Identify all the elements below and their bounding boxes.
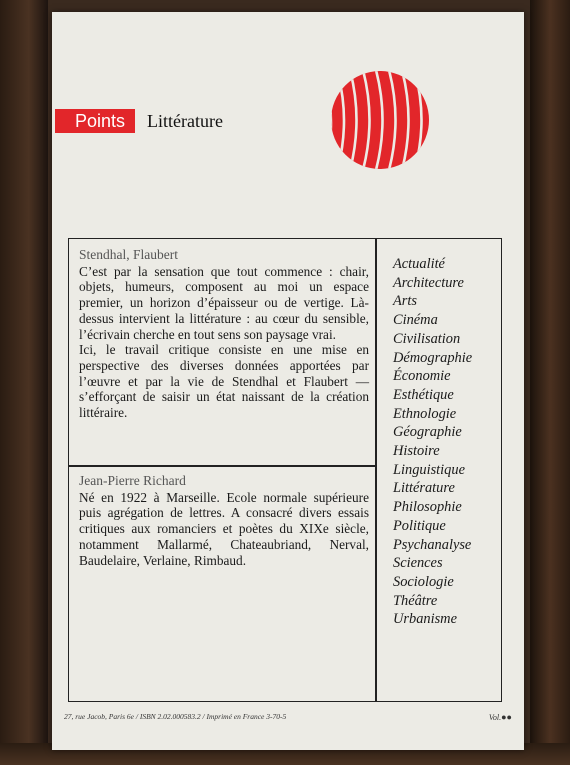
background-left [0,0,48,765]
subject-item: Histoire [393,443,440,460]
volume-marks: ●● [501,712,512,722]
subject-item: Théâtre [393,592,438,609]
subject-item: Géographie [393,424,462,441]
volume-label: Vol. [488,713,502,722]
info-panel [68,238,502,702]
subject-item: Démographie [393,349,473,366]
subject-item: Civilisation [393,330,461,347]
author-heading: Jean-Pierre Richard [79,473,186,488]
subject-item: Sciences [393,555,443,572]
striped-red-circle-icon [330,70,430,170]
panel-divider-horizontal [69,465,375,467]
subject-item: Cinéma [393,312,438,329]
imprint-line: 27, rue Jacob, Paris 6e / ISBN 2.02.000583.2 / Imprimé en France 3-70-5 [64,712,287,721]
series-brand [55,108,223,134]
book-back-cover [52,12,524,750]
panel-divider-vertical [375,239,377,701]
subject-item: Linguistique [393,461,465,478]
subject-item: Actualité [393,256,445,272]
subject-item: Urbanisme [393,611,457,628]
subject-item: Architecture [393,274,464,291]
summary-paragraph: Ici, le travail critique consiste en une mise en perspective des diverses données apportées par l’œuvre et par la vie de Stendhal et Flaubert — s’efforçant de saisir un état naissant de la création littéraire. [79,342,369,421]
summary-heading: Stendhal, Flaubert [79,247,178,262]
subject-item: Politique [393,517,446,534]
subject-item: Arts [393,293,417,310]
volume-indicator [489,712,512,722]
collection-name: Littérature [147,110,223,131]
subject-item: Littérature [393,480,455,497]
subject-item: Économie [393,368,451,385]
author-section [79,473,369,568]
summary-paragraph: C’est par la sensation que tout commence : chair, objets, humeurs, composent au moi un espace premier, un horizon d’épaisseur ou de vertige. Là-dessus intervient la littérature : au cœur du sensible, l’écrivain cherche en tout sens son paysage vrai. [79,263,369,342]
subject-item: Sociologie [393,573,454,590]
subject-item: Psychanalyse [393,536,472,553]
points-badge: Points [55,109,135,133]
subject-item: Esthétique [393,386,454,403]
background-right [530,0,570,765]
subject-item: Ethnologie [393,405,457,422]
subject-item: Philosophie [393,499,462,516]
subjects-list [393,255,511,629]
author-bio: Né en 1922 à Marseille. Ecole normale supérieure puis agrégation de lettres. A consacré divers essais critiques aux romanciers et poètes du XIXe siècle, notamment Mallarmé, Chateaubriand, Nerval, Baudelaire, Verlaine, Rimbaud. [79,489,369,568]
footer [64,712,512,726]
summary-section [79,247,369,421]
